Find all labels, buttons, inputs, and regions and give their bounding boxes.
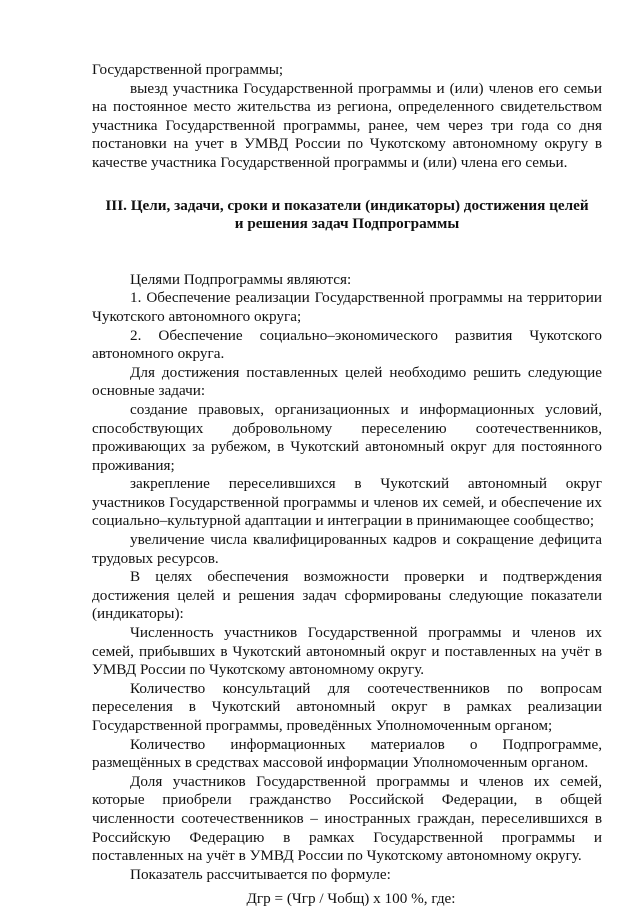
paragraph-formula-intro: Показатель рассчитывается по формуле: — [130, 865, 391, 883]
paragraph-indicator-2: Количество консультаций для соотечественников по вопросам переселения в Чукотский автономный округ в рамках реализации Государственной программы, проведённых Уполномоченным органом; — [92, 679, 602, 734]
paragraph-indicator-4: Доля участников Государственной программы и членов их семей, которые приобрели гражданство Российской Федерации, в общей численности соотечественников – иностранных граждан, переселившихся в Российскую Федерацию в рамках Государственной программы и поставленных на учёт в УМВД России по Чукотскому автономному округу. — [92, 772, 602, 865]
paragraph-task-1: создание правовых, организационных и информационных условий, способствующих добровольному переселению соотечественников, проживающих за рубежом, в Чукотский автономный округ для постоянного проживания; — [92, 400, 602, 474]
paragraph-departure-condition: выезд участника Государственной программы и (или) членов его семьи на постоянное место жительства из региона, определенного свидетельством участника Государственной программы, ранее, чем через три года со дня постановки на учет в УМВД России по Чукотскому автономному округу в качестве участника Государственной программы и (или) члена его семьи. — [92, 79, 602, 171]
paragraph-goal-1: 1. Обеспечение реализации Государственной программы на территории Чукотского автономного округа; — [92, 289, 602, 325]
paragraph-task-3: увеличение числа квалифицированных кадров и сокращение дефицита трудовых ресурсов. — [92, 531, 602, 567]
formula: Дгр = (Чгр / Чобщ) х 100 %, где: — [246, 890, 456, 908]
document-page — [92, 61, 602, 909]
paragraph-indicator-3: Количество информационных материалов о Подпрограмме, размещённых в средствах массовой информации Уполномоченным органом. — [92, 735, 602, 772]
paragraph-goal-2: 2. Обеспечение социально–экономического развития Чукотского автономного округа. — [92, 326, 602, 363]
paragraph-tasks-intro: Для достижения поставленных целей необходимо решить следующие основные задачи: — [92, 363, 602, 400]
section-heading: III. Цели, задачи, сроки и показатели (индикаторы) достижения целей и решения задач Подпрограммы — [105, 196, 589, 233]
paragraph-indicators-intro: В целях обеспечения возможности проверки и подтверждения достижения целей и решения задач сформированы следующие показатели (индикаторы): — [92, 568, 602, 623]
paragraph-indicator-1: Численность участников Государственной программы и членов их семей, прибывших в Чукотский автономный округ и поставленных на учёт в УМВД России по Чукотскому автономному округу. — [92, 624, 602, 679]
paragraph-goals-intro: Целями Подпрограммы являются: — [130, 270, 352, 288]
paragraph-task-2: закрепление переселившихся в Чукотский автономный округ участников Государственной программы и членов их семей, и обеспечение их социально–культурной адаптации и интеграции в принимающее сообщество; — [92, 475, 602, 530]
paragraph-continuation: Государственной программы; — [92, 61, 284, 78]
